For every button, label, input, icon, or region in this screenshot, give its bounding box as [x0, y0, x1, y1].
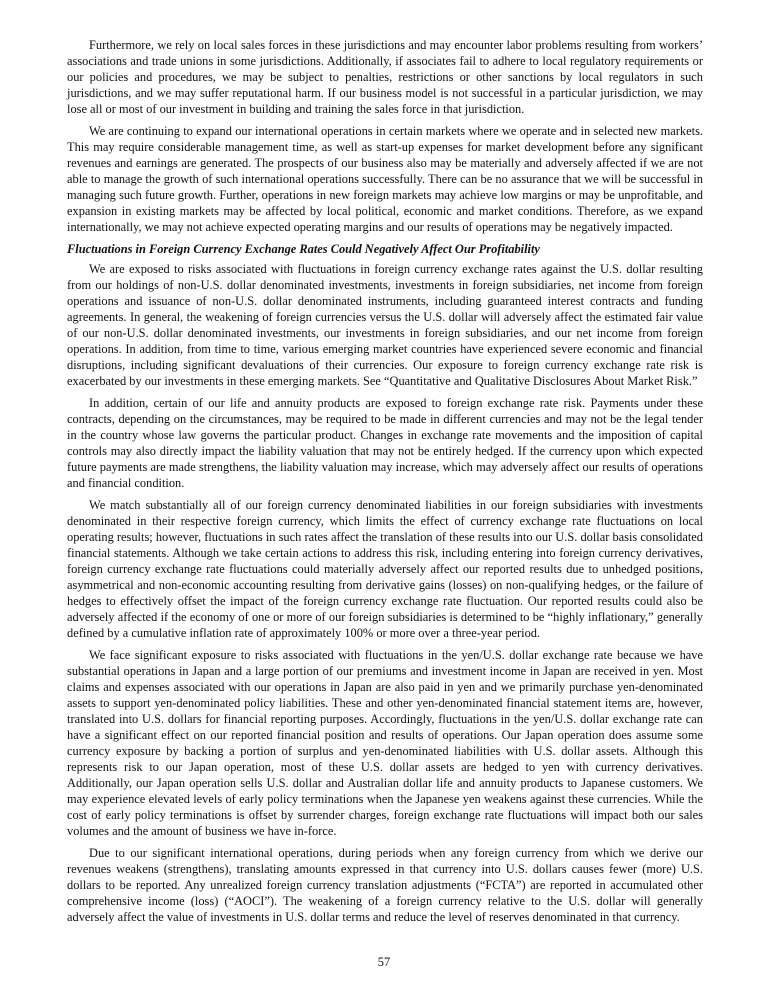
- paragraph-international-expansion: We are continuing to expand our international operations in certain markets where we operate and in selected new markets. This may require considerable management time, as well as start-up expenses for market development before any significant revenues and earnings are generated. The prospects of our business also may be materially and adversely affected if we are not able to manage the growth of such international operations successfully. There can be no assurance that we will be successful in managing such future growth. Further, operations in new foreign markets may achieve low margins or may be unprofitable, and expansion in existing markets may be affected by local political, economic and market conditions. Therefore, as we expand internationally, we may not achieve expected operating margins and our results of operations may be negatively impacted.: [67, 124, 703, 234]
- paragraph-yen-exposure: We face significant exposure to risks associated with fluctuations in the yen/U.S. dollar exchange rate because we have substantial operations in Japan and a large portion of our premiums and investment income in Japan are received in yen. Most claims and expenses associated with our operations in Japan are also paid in yen and we primarily purchase yen-denominated assets to support yen-denominated policy liabilities. These and other yen-denominated financial statement items are, however, translated into U.S. dollars for financial reporting purposes. Accordingly, fluctuations in the yen/U.S. dollar exchange rate can have a significant effect on our reported financial position and results of operations. Our Japan operation does assume some currency exposure by backing a portion of surplus and yen-denominated liabilities with U.S. dollar assets. Although this represents risk to our Japan operation, most of these U.S. dollar assets are hedged to yen with currency derivatives. Additionally, our Japan operation sells U.S. dollar and Australian dollar life and annuity products to Japanese customers. We may experience elevated levels of early policy terminations when the Japanese yen weakens against these currencies. While the cost of early policy terminations is offset by surrender charges, foreign exchange rate fluctuations will impact both our sales volumes and the amount of business we have in-force.: [67, 648, 703, 838]
- paragraph-sales-forces: Furthermore, we rely on local sales forces in these jurisdictions and may encounter labor problems resulting from workers’ associations and trade unions in some jurisdictions. Additionally, if associates fail to adhere to local regulatory requirements or our policies and procedures, we may be subject to penalties, restrictions or other sanctions by local regulators in such jurisdictions, and we may suffer reputational harm. If our business model is not successful in a particular jurisdiction, we may lose all or most of our investment in building and training the sales force in that jurisdiction.: [67, 38, 703, 116]
- paragraph-liability-matching: We match substantially all of our foreign currency denominated liabilities in our foreign subsidiaries with investments denominated in their respective foreign currency, which limits the effect of currency exchange rate fluctuations on local operating results; however, fluctuations in such rates affect the translation of these results into our U.S. dollar basis consolidated financial statements. Although we take certain actions to address this risk, including entering into foreign currency derivatives, foreign currency exchange rate fluctuations could materially adversely affect our reported results due to unhedged positions, asymmetrical and non-economic accounting resulting from derivative gains (losses) on non-qualifying hedges, or the failure of hedges to effectively offset the impact of the foreign currency exchange rate fluctuation. Our reported results could also be adversely affected if the economy of one or more of our foreign subsidiaries is determined to be “highly inflationary,” generally defined by a cumulative inflation rate of approximately 100% or more over a three-year period.: [67, 498, 703, 640]
- document-page: [67, 37, 703, 931]
- section-heading: Fluctuations in Foreign Currency Exchange Rates Could Negatively Affect Our Profitability: [67, 242, 540, 256]
- page-number: 57: [377, 955, 391, 969]
- paragraph-currency-exposure: We are exposed to risks associated with fluctuations in foreign currency exchange rates against the U.S. dollar resulting from our holdings of non-U.S. dollar denominated investments, investments in foreign subsidiaries, net income from foreign operations and issuance of non-U.S. dollar denominated instruments, including guaranteed interest contracts and funding agreements. In general, the weakening of foreign currencies versus the U.S. dollar will adversely affect the estimated fair value of our non-U.S. dollar denominated investments, our investments in foreign subsidiaries, and our net income from foreign operations. In addition, from time to time, various emerging market countries have experienced severe economic and financial disruptions, including significant devaluations of their currencies. Our exposure to foreign currency exchange rate risk is exacerbated by our investments in these emerging markets. See “Quantitative and Qualitative Disclosures About Market Risk.”: [67, 262, 703, 388]
- paragraph-translation-adjustments: Due to our significant international operations, during periods when any foreign currency from which we derive our revenues weakens (strengthens), translating amounts expressed in that currency into U.S. dollars causes fewer (more) U.S. dollars to be reported. Any unrealized foreign currency translation adjustments (“FCTA”) are reported in accumulated other comprehensive income (loss) (“AOCI”). The weakening of a foreign currency relative to the U.S. dollar will generally adversely affect the value of investments in U.S. dollar terms and reduce the level of reserves denominated in that currency.: [67, 846, 703, 924]
- paragraph-life-annuity-products: In addition, certain of our life and annuity products are exposed to foreign exchange rate risk. Payments under these contracts, depending on the circumstances, may be required to be made in different currencies and may not be the legal tender in the country whose law governs the particular product. Changes in exchange rate movements and the imposition of capital controls may also directly impact the liability valuation that may not be entirely hedged. If the currency upon which expected future payments are made strengthens, the liability valuation may increase, which may adversely affect our results of operations and financial condition.: [67, 396, 703, 490]
